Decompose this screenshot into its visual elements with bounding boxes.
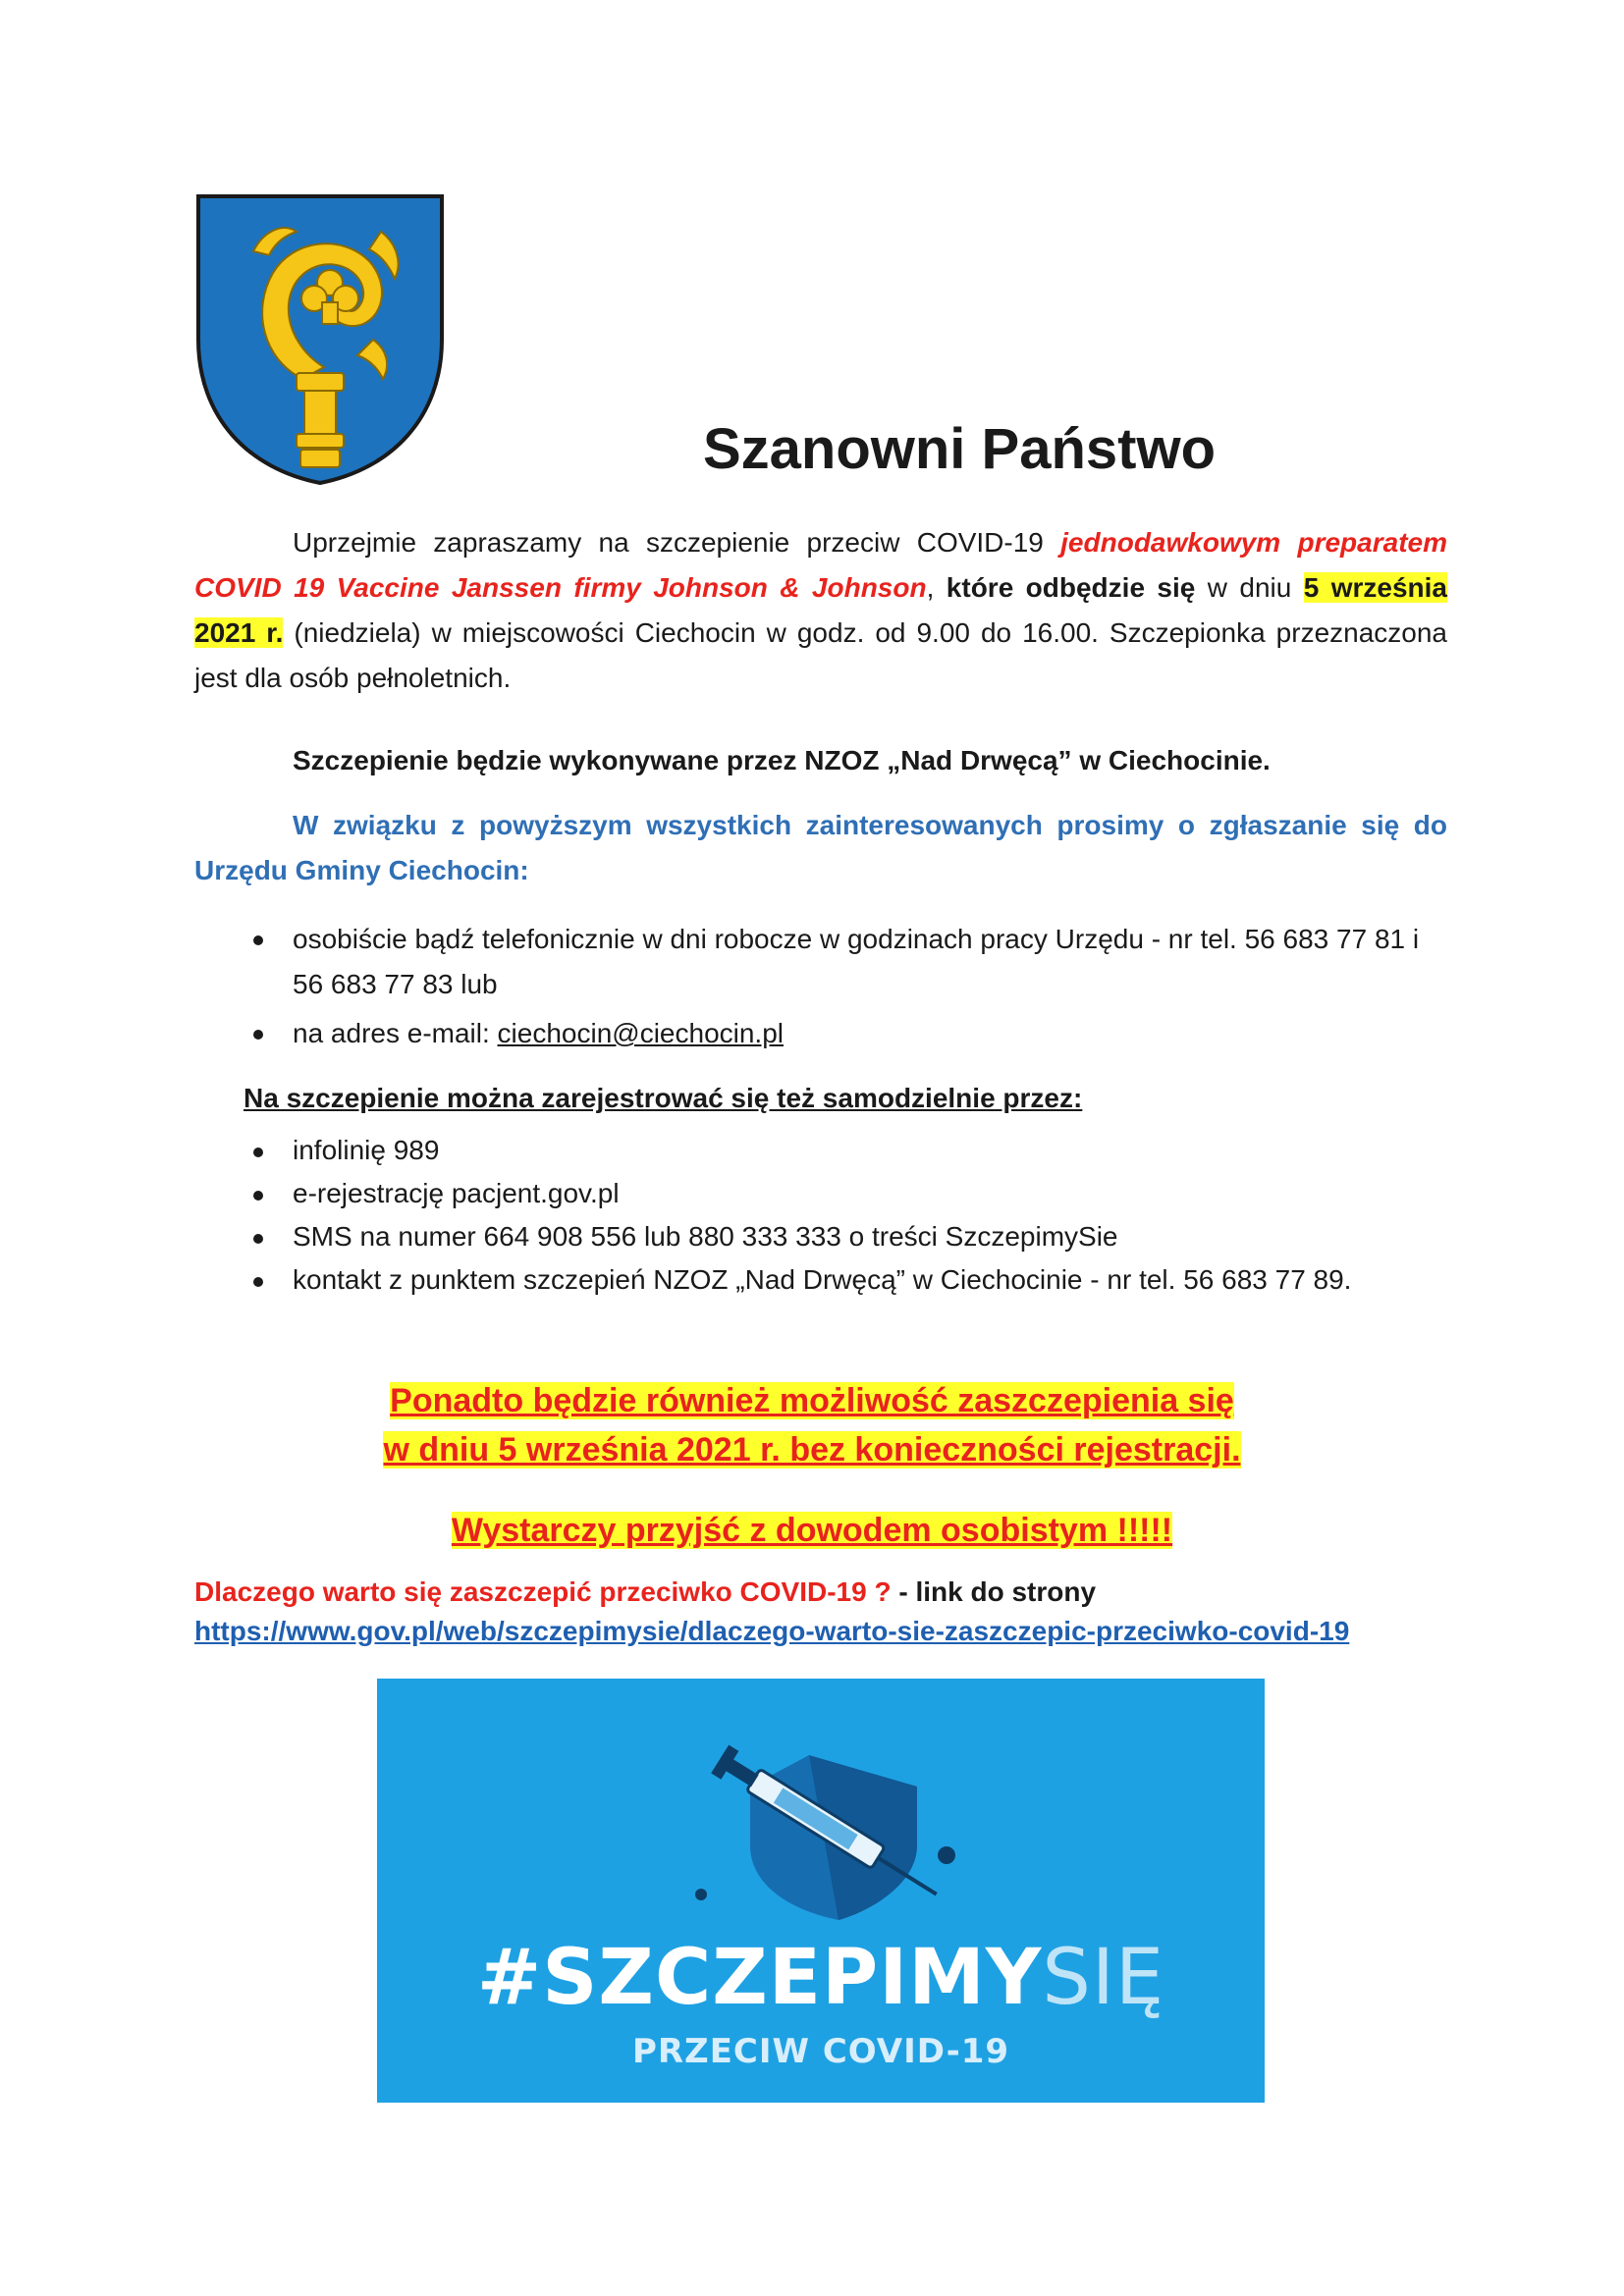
intro-bold: które odbędzie się [946,572,1196,603]
list-item [194,917,1447,1007]
list-item [194,1129,1447,1172]
contact-phone-text: osobiście bądź telefonicznie w dni robocze w godzinach pracy Urzędu - nr tel. 56 683 77 81 i 56 683 77 83 lub [293,924,1420,999]
callout-line-2: w dniu 5 września 2021 r. bez konieczności rejestracji. [383,1431,1241,1468]
intro-text-3: w dniu [1195,572,1304,603]
page-title: Szanowni Państwo [702,417,1217,481]
registration-list [194,1129,1447,1302]
banner-subtitle: PRZECIW COVID-19 [631,2032,1010,2071]
contact-list [194,917,1447,1060]
why-suffix: - link do strony [891,1576,1097,1607]
nzoz-notice [194,738,1447,783]
why-vaccinate-section [194,1573,1447,1651]
bullet-icon [253,1234,263,1244]
registration-heading [194,1076,1447,1121]
banner-hashtag-end: SIĘ [1042,1934,1165,2022]
list-item [194,1172,1447,1215]
banner-hashtag [377,1934,1265,2022]
why-question: Dlaczego warto się zaszczepić przeciwko COVID-19 ? [194,1576,892,1607]
list-item [194,1215,1447,1258]
bullet-icon [253,935,263,945]
list-item [194,1258,1447,1302]
bullet-icon [253,1030,263,1040]
registration-item-text: e-rejestrację pacjent.gov.pl [293,1178,620,1208]
bullet-icon [253,1191,263,1201]
intro-paragraph [194,520,1447,701]
intro-text-4: (niedziela) w miejscowości Ciechocin w godz. od 9.00 do 16.00. Szczepionka przeznaczona jest dla osób pełnoletnich. [194,617,1448,693]
gov-link[interactable]: https://www.gov.pl/web/szczepimysie/dlaczego-warto-sie-zaszczepic-przeciwko-covid-19 [194,1616,1350,1646]
registration-item-text: SMS na numer 664 908 556 lub 880 333 333 o treści SzczepimySie [293,1221,1118,1252]
banner-hashtag-main: #SZCZEPIMY [476,1934,1043,2022]
list-item [194,1011,1447,1056]
contact-paragraph [194,803,1447,893]
contact-email-prefix: na adres e-mail: [293,1018,498,1048]
intro-text-1: Uprzejmie zapraszamy na szczepienie przeciw COVID-19 [293,527,1061,558]
contact-text: W związku z powyższym wszystkich zainteresowanych prosimy o zgłaszanie się do Urzędu Gminy Ciechocin: [194,810,1447,885]
vaccination-date: 5 września 2021 r. [194,572,1448,648]
nzoz-text: Szczepienie będzie wykonywane przez NZOZ „Nad Drwęcą” w Ciechocinie. [293,745,1271,775]
registration-item-text: infolinię 989 [293,1135,440,1165]
callout-line-3: Wystarczy przyjść z dowodem osobistym !!!!! [451,1512,1173,1549]
vaccine-name-highlight: jednodawkowym preparatem COVID 19 Vaccine Janssen firmy Johnson & Johnson [194,527,1447,603]
no-registration-callout [0,1376,1624,1474]
callout-line-1: Ponadto będzie również możliwość zaszczepienia się [390,1382,1234,1419]
email-link[interactable]: ciechocin@ciechocin.pl [497,1018,785,1048]
shield-syringe-icon [672,1737,986,1924]
registration-heading-text: Na szczepienie można zarejestrować się też samodzielnie przez: [244,1083,1083,1113]
intro-text-2: , [926,572,947,603]
registration-item-text: kontakt z punktem szczepień NZOZ „Nad Drwęcą” w Ciechocinie - nr tel. 56 683 77 89. [293,1264,1352,1295]
bullet-icon [253,1148,263,1157]
id-card-callout [0,1506,1624,1555]
szczepimysie-banner [377,1679,1265,2103]
bullet-icon [253,1277,263,1287]
